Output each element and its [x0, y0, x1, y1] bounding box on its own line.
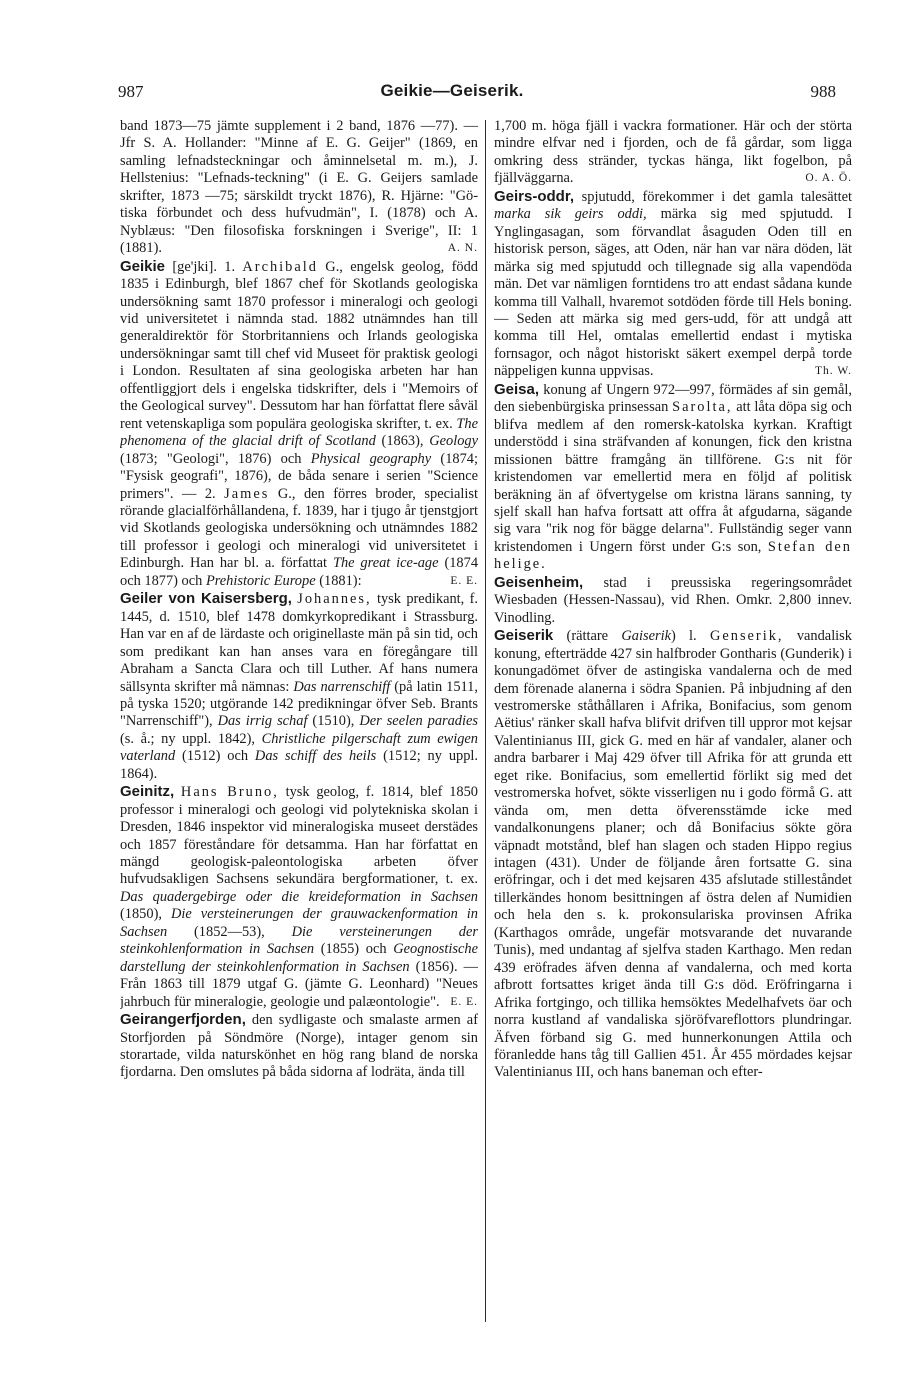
entry-geikie [120, 258, 478, 591]
work-title: Geognostische darstellung der steinkohlenformation in Sachsen [120, 941, 478, 975]
left-page-number: 987 [118, 82, 144, 101]
entry-text: stad i preussiska regeringsområdet Wiesbaden (Hessen-Nassau), vid Rhen. Omkr. 2,800 innev. Vinodling. [494, 574, 852, 626]
author-signature: O. A. Ö. [805, 172, 852, 185]
entry-geinitz [120, 783, 478, 1011]
entry-geisa [494, 381, 852, 574]
entry-text: ) l. [670, 628, 697, 645]
pronunciation: [ge'jki]. 1. [172, 258, 236, 275]
entry-text: (1510), [312, 713, 355, 730]
right-column [494, 118, 852, 1328]
left-column [120, 118, 478, 1328]
entry-text: konung af Ungern 972—997, förmädes af sin gemål, den siebenbürgiska prinsessan [494, 381, 852, 416]
person-name: Genserik, [709, 628, 784, 645]
entry-text: vandalisk konung, efterträdde 427 sin halfbroder Gontharis (Gunderik) i konungadömet öfver de astingiska vandalerna och de med dem förenade alanerna i södra Spanien. På inbjudning af den vestromerske ståthållaren i Afrika, Bonifacius, som genom Aëtius' ränker skall hafva blifvit drifven till uppror mot kejsar Valentinianus III, gick G. med en här af vandaler, alaner och andra barbarer i Maj 429 öfver till Afrika för att grunda ett eget rike. Bonifacius, som emellertid förlikt sig med det vestromerska hofvet, sökte visserligen nu i godo förmå G. att vända om, men detta öfverensstämde icke med vandalkonungens planer; och då Bonifacius sökte göra väpnadt motstånd, blef han slagen och staden Hippo regius intagen (431). Under de följande åren fortsatte G. sina eröfringar, och i det med kejsaren 435 afslutade stilleståndet tillerkändes honom besittningen af östra delen af Numidien och hela den s. k. prokonsulariska provinsen Afrika (Karthagos område, ungefär motsvarande det nuvarande Tunis), med undantag af sjelfva staden Karthago. Men redan 439 eröfrades äfven denna af vandalerna, och med korta afbrott fortsattes kriget ända till G:s död. Eröfringarna i Afrika fortgingo, och tillika hemsöktes Medelhafvets öar och norra kustland af vandaliska sjöröfvareflottors plundringar. Äfven förband sig G. med hunnerkonungen Attila och föranledde hans tåg till Gallien 451. År 455 mördades kejsar Valentinianus III, och hans baneman och efter- [494, 628, 852, 1081]
entry-geiler [120, 590, 478, 783]
right-page-number: 988 [810, 82, 836, 101]
author-signature: E. E. [450, 574, 478, 587]
work-title: The great ice-age [332, 555, 439, 572]
column-divider [485, 120, 486, 1322]
entry-text: (1874; "Fysisk geografi", 1876), de båda senare i serien "Science primers". — 2. [120, 450, 478, 502]
person-name: Sarolta, [672, 399, 733, 416]
entry-text: (1852—53), [194, 923, 265, 940]
work-title: Prehistoric Europe [205, 572, 316, 589]
entry-geirangerfjorden [120, 1011, 478, 1082]
work-title: Das schiff des heils [254, 748, 377, 765]
headword-geirangerfjorden: Geirangerfjorden, [120, 1011, 246, 1029]
author-signature: E. E. [450, 995, 478, 1008]
running-head: Geikie—Geiserik. [380, 81, 524, 100]
work-title: The phenomena of the glacial drift of Scotland [120, 415, 478, 450]
entry-text: (1855) och [320, 941, 387, 958]
person-name: Archibald [242, 258, 318, 275]
work-title: Die versteinerungen der grauwackenformation in Sachsen [120, 906, 478, 940]
headword-geiserik: Geiserik [494, 627, 554, 645]
entry-text: (1863), [381, 433, 424, 450]
headword-geisenheim: Geisenheim, [494, 573, 584, 591]
headword-geinitz: Geinitz, [120, 783, 175, 801]
alternate-name: Gaiserik [621, 628, 671, 645]
work-title: Die versteinerungen der steinkohlenformation in Sachsen [120, 923, 478, 958]
person-name: Hans Bruno, [180, 784, 279, 801]
entry-text: (1850), [120, 906, 162, 923]
entry-text: (s. å.; ny uppl. 1842), [120, 730, 256, 747]
work-title: Das quadergebirge oder die kreideformation in Sachsen [120, 888, 478, 905]
entry-text: G., engelsk geolog, född 1835 i Edinburgh, blef 1867 chef för Skotlands geologiska undersökning samt 1870 professor i mineralogi och geologi vid universitetet i nämnda stad. 1882 utnämndes han till generaldirektör för Storbritanniens och Irlands geologiska undersökningar samt till chef vid Museet för praktisk geologi i London. Resultaten af sina geologiska arbeten har han offentliggjort dels i engelska tidskrifter, dels i "Memoirs of the Geological survey". Dessutom har han författat flere såväl rent vetenskapliga som populära geologiska skrifter, t. ex. [120, 258, 478, 432]
entry-text: (1874 och 1877) och [120, 555, 478, 589]
entry-text: (rättare [566, 628, 609, 645]
person-name: Stefan den helige. [494, 538, 852, 573]
work-title: Der seelen paradies [359, 713, 478, 730]
page-header [0, 78, 904, 104]
work-title: Das narrenschiff [293, 678, 391, 695]
quoted-phrase: marka sik geirs oddi, [494, 206, 647, 223]
headword-geikie: Geikie [120, 257, 166, 275]
entry-geiserik [494, 627, 852, 1082]
entry-text: tysk predikant, f. 1445, d. 1510, blef 1478 domkyrkopredikant i Strassburg. Han var en af de lärdaste och originellaste män på sin tid, och som predikant kan han anses vara en föregångare till Abraham a Sancta Clara och till Luther. Af hans numera sällsynta skrifter må nämnas: [120, 591, 478, 695]
entry-text: (1881): [319, 572, 362, 589]
work-title: Christliche pilgerschaft zum ewigen vaterland [120, 730, 478, 765]
author-signature: Th. W. [815, 365, 852, 378]
entry-text: att låta döpa sig och blifva medlem af den romersk-katolska kyrkan. Kraftigt understödd i sina sträfvanden af konungen, fick den kristna missionen bättre framgång än tillförene. G:s nit för kristendomen var emellertid mera en följd af politisk beräkning än af öfvertygelse om kristna lärans sanning, ty sjelf skall han hafva fortsatt att offra åt afgudarna, sägande sig vara "rik nog för bägge delarna". Fullständig seger vann kristendomen i Ungern först under G:s son, [494, 399, 852, 555]
entry-geirs-oddr [494, 188, 852, 381]
entry-text: tysk geolog, f. 1814, blef 1850 professor i mineralogi och geologi vid polytekniska skolan i Dresden, 1846 inspektor vid mineralogiska museet derstädes och 1857 föreståndare för detsamma. Han har författat en mängd geologisk-paleontologiska arbeten öfver hufvudsakligen Sachsens sekundära bergformationer, t. ex. [120, 784, 478, 888]
entry-continuation-geiranger [494, 118, 852, 188]
person-name: James [224, 485, 270, 502]
entry-text: G., den förres broder, specialist rörande glacialförhållandena, f. 1839, har i tjugo år tjenstgjort vid Skotlands geologiska undersökning och utnämndes 1882 till professor i geologi och mineralogi vid universitetet i Edinburgh. Han har bl. a. författat [120, 485, 478, 572]
entry-text: (1512) och [182, 748, 249, 765]
author-signature: A. N. [447, 242, 478, 255]
person-name: Johannes, [297, 591, 372, 608]
headword-geirs-oddr: Geirs-oddr, [494, 187, 575, 205]
work-title: Geology [429, 433, 478, 450]
continuation-text: 1,700 m. höga fjäll i vackra formationer. Här och der störta mindre elfvar ned i fjorden, och de få gårdar, som ligga omkring dess stränder, tyckas hänga, likt fogelbon, på fjällväggarna. [494, 118, 852, 187]
work-title: Das irrig schaf [217, 713, 308, 730]
entry-text: (på latin 1511, på tyska 1520; utgörande 142 predikningar öfver Seb. Brants "Narrenschiff"), [120, 678, 478, 730]
entry-text: märka sig med spjutudd. I Ynglingasagan, som förvandlat åsaguden Oden till en historisk person, säges, att Oden, när han var nära döden, lät märka sig med spjutudd och tillegnade sig alla vapendöda män. Det var nämligen forntidens tro att endast sådana kunde komma till Valhall, hvaremot sotdöden förde till Hels boning. — Seden att märka sig med gers-udd, för att undgå att komma till Hel, omtalas emellertid endast i mytiska fornsagor, och något historiskt säkert exempel derpå torde näppeligen kunna uppvisas. [494, 206, 852, 380]
continuation-text: band 1873—75 jämte supplement i 2 band, 1876 —77). — Jfr S. A. Hollander: "Minne af E. G. Geijer" (1869, en samling lefnadsteckningar och åminnelsetal m. m.), J. Hellstenius: "Lefnads-teckning" (i E. G. Geijers samlade skrifter, 1873 —75; särskildt tryckt 1876), R. Hjärne: "Gö-tiska förbundet och dess hufvudmän", I. (1878) och A. Nyblæus: "Den filosofiska forskningen i Sverige", II: 1 (1881). [120, 118, 478, 257]
work-title: Physical geography [310, 450, 432, 467]
headword-geiler: Geiler von Kaisersberg, [120, 590, 292, 608]
headword-geisa: Geisa, [494, 380, 540, 398]
entry-geisenheim [494, 574, 852, 627]
entry-continuation-geijer [120, 118, 478, 258]
entry-text: (1856). — Från 1863 till 1879 utgaf G. (jämte G. Leonhard) "Neues jahrbuch für mineralogie, geologie und palæontologie". [120, 958, 478, 1010]
entry-text: den sydligaste och smalaste armen af Storfjorden på Söndmöre (Norge), intager genom sin storartade, vilda naturskönhet en hög rang bland de norska fjordarna. Den omslutes på båda sidorna af lodräta, ända till [120, 1012, 478, 1081]
entry-text: (1873; "Geologi", 1876) och [120, 450, 302, 467]
entry-text: (1512; ny uppl. 1864). [120, 748, 478, 782]
entry-text: spjutudd, förekommer i det gamla talesättet [581, 188, 852, 205]
